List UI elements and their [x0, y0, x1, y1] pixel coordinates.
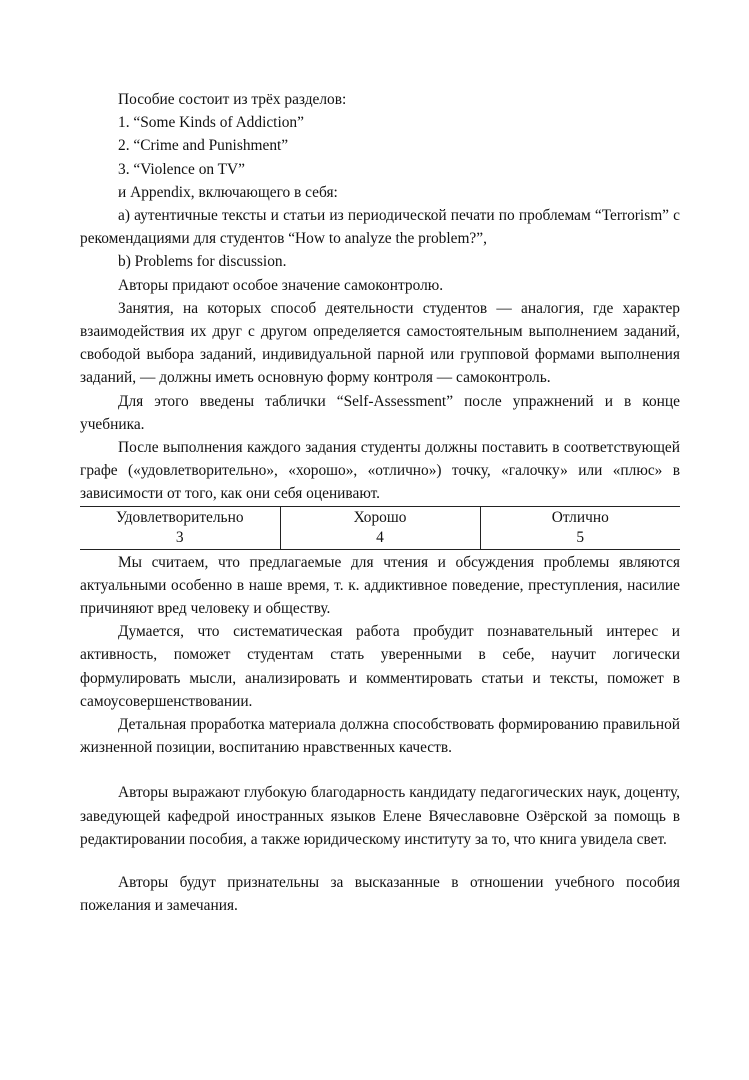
spacer — [80, 759, 680, 781]
grade-value-row — [80, 528, 680, 550]
appendix-item-a: а) аутентичные тексты и статьи из периодической печати по проблемам “Terrorism” с рекомендациями для студентов “How to analyze the problem?”, — [80, 207, 680, 248]
appendix-intro: и Appendix, включающего в себя: — [118, 183, 338, 201]
section-item-3: 3. “Violence on TV” — [118, 160, 246, 178]
grade-value-5: 5 — [480, 528, 680, 550]
paragraph-systematic-work: Думается, что систематическая работа пробудит познавательный интерес и активность, поможет студентам стать уверенными в себе, научит логически формулировать мысли, анализировать и комментировать статьи и тексты, поможет в самоусовершенствовании. — [80, 623, 680, 710]
appendix-item-b: b) Problems for discussion. — [118, 253, 287, 271]
paragraph-feedback: Авторы будут признательны за высказанные в отношении учебного пособия пожелания и замечания. — [80, 874, 680, 915]
paragraph-self-control: Авторы придают особое значение самоконтролю. — [118, 276, 444, 294]
grade-header-good: Хорошо — [280, 506, 480, 528]
grade-table — [80, 506, 680, 550]
paragraph-acknowledgements: Авторы выражают глубокую благодарность кандидату педагогических наук, доценту, заведующей кафедрой иностранных языков Елене Вячеславовне Озёрской за помощь в редактировании пособия, а также юридическому институту за то, что книга увидела свет. — [80, 784, 680, 848]
paragraph-self-assessment: Для этого введены таблички “Self-Assessment” после упражнений и в конце учебника. — [80, 392, 680, 433]
paragraph-detailed-study: Детальная проработка материала должна способствовать формированию правильной жизненной позиции, воспитанию нравственных качеств. — [80, 716, 680, 757]
spacer — [80, 851, 680, 871]
grade-value-3: 3 — [80, 528, 280, 550]
paragraph-relevance: Мы считаем, что предлагаемые для чтения и обсуждения проблемы являются актуальными особенно в наше время, т. к. аддиктивное поведение, преступления, насилие причиняют вред человеку и обществу. — [80, 553, 680, 618]
section-item-1: 1. “Some Kinds of Addiction” — [118, 114, 304, 132]
grade-header-row — [80, 506, 680, 528]
document-page — [80, 88, 680, 918]
paragraph-grading: После выполнения каждого задания студенты должны поставить в соответствующей графе («удовлетворительно», «хорошо», «отлично») точку, «галочку» или «плюс» в зависимости от того, как они себя оценивают. — [80, 439, 680, 503]
grade-value-4: 4 — [280, 528, 480, 550]
grade-header-satisfactory: Удовлетворительно — [80, 506, 280, 528]
section-item-2: 2. “Crime and Punishment” — [118, 137, 289, 155]
sections-intro: Пособие состоит из трёх разделов: — [118, 91, 347, 108]
grade-header-excellent: Отлично — [480, 506, 680, 528]
paragraph-lessons: Занятия, на которых способ деятельности студентов — аналогия, где характер взаимодействия их друг с другом определяется самостоятельным выполнением заданий, свободой выбора заданий, индивидуальной парной или групповой формами выполнения заданий, — должны иметь основную форму контроля — самоконтроль. — [80, 299, 680, 387]
